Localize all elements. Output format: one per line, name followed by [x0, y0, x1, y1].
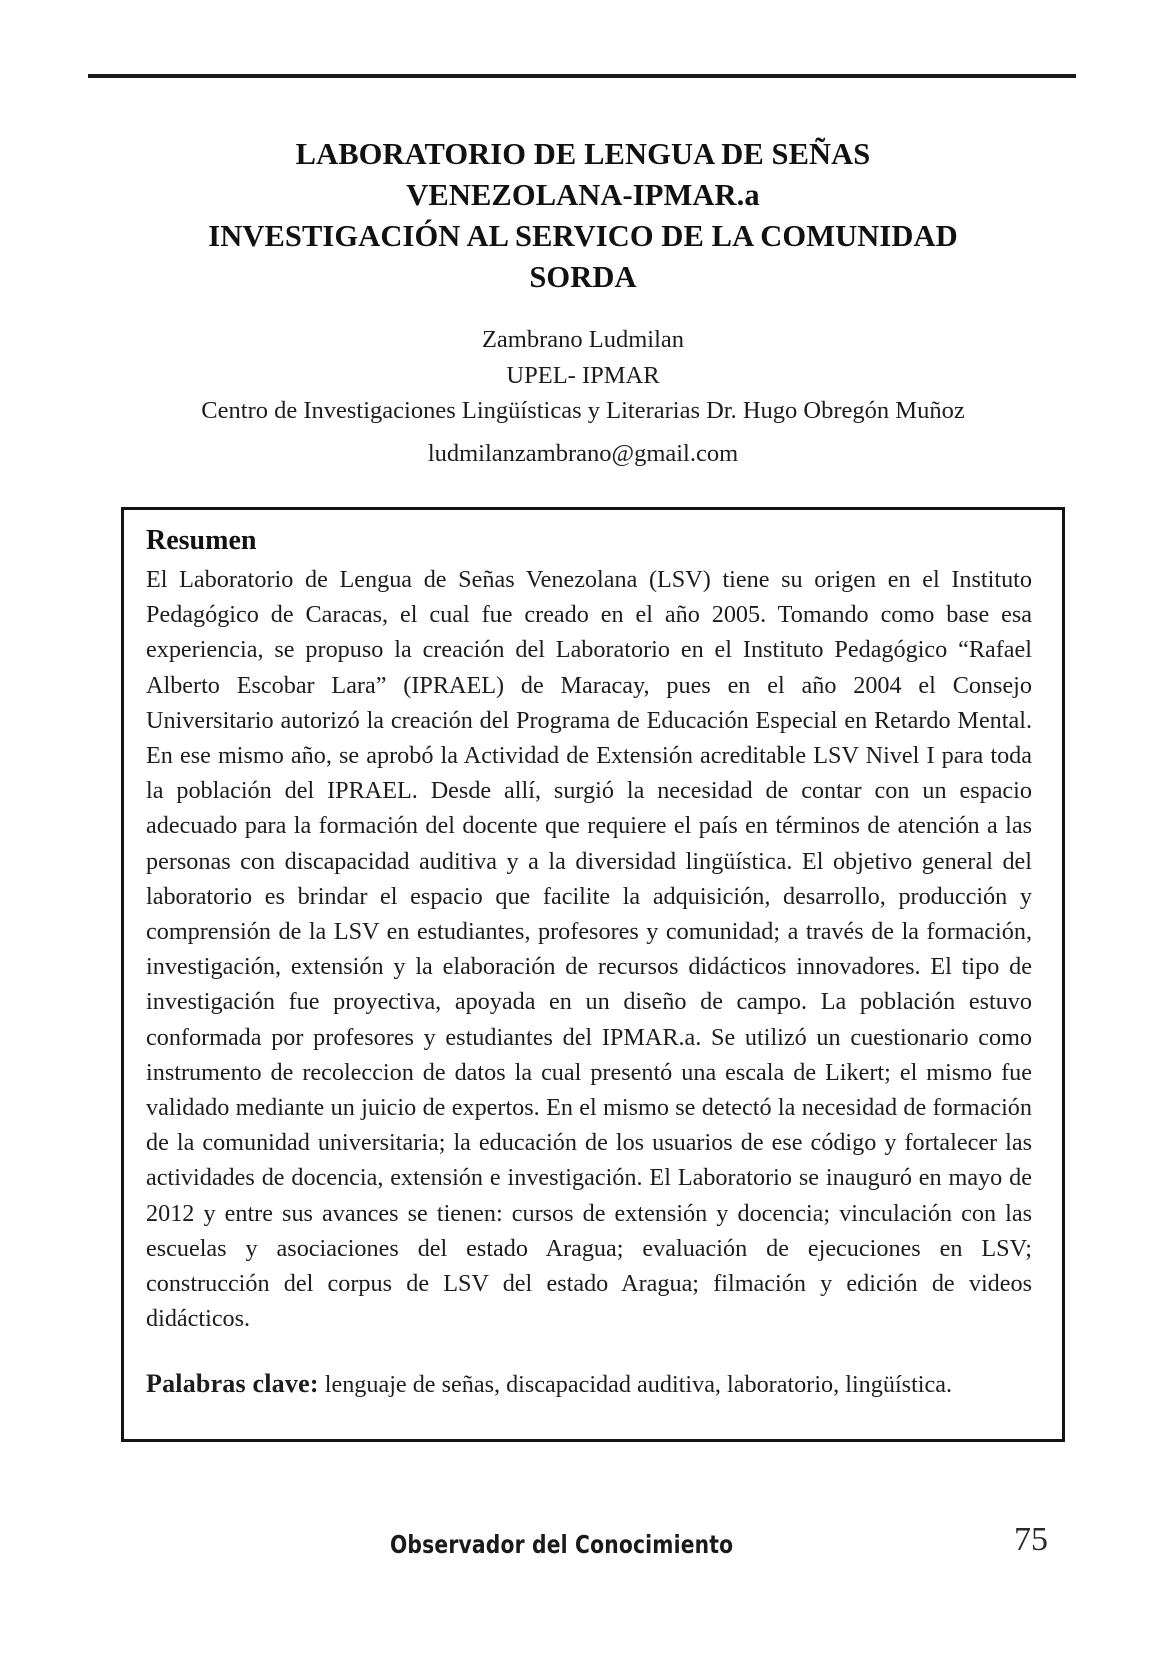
header-rule-icon: [88, 74, 1076, 78]
author-name: Zambrano Ludmilan: [481, 326, 685, 353]
title-line-2: VENEZOLANA-IPMAR.a: [406, 178, 760, 212]
page-footer: [118, 1521, 1048, 1574]
author-research-center: Centro de Investigaciones Lingüísticas y Literarias Dr. Hugo Obregón Muñoz: [201, 397, 965, 424]
title-line-1: LABORATORIO DE LENGUA DE SEÑAS: [295, 137, 871, 171]
keywords-label: Palabras clave:: [146, 1369, 319, 1399]
page-title: [118, 134, 1048, 298]
keywords-block: [146, 1366, 1032, 1402]
keywords-value: lenguaje de señas, discapacidad auditiva, laboratorio, lingüística.: [318, 1371, 953, 1399]
title-line-3: INVESTIGACIÓN AL SERVICO DE LA COMUNIDAD: [208, 219, 958, 253]
author-block: [118, 322, 1048, 471]
abstract-box: [121, 507, 1065, 1442]
author-institution: UPEL- IPMAR: [506, 361, 660, 389]
footer-page-number: 75: [1014, 1521, 1048, 1558]
abstract-body: El Laboratorio de Lengua de Señas Venezolana (LSV) tiene su origen en el Instituto Pedagógico de Caracas, el cual fue creado en el año 2005. Tomando como base esa experiencia, se propuso la creación del Laboratorio en el Instituto Pedagógico “Rafael Alberto Escobar Lara” (IPRAEL) de Maracay, pues en el año 2004 el Consejo Universitario autorizó la creación del Programa de Educación Especial en Retardo Mental. En ese mismo año, se aprobó la Actividad de Extensión acreditable LSV Nivel I para toda la población del IPRAEL. Desde allí, surgió la necesidad de contar con un espacio adecuado para la formación del docente que requiere el país en términos de atención a las personas con discapacidad auditiva y a la diversidad lingüística. El objetivo general del laboratorio es brindar el espacio que facilite la adquisición, desarrollo, producción y comprensión de la LSV en estudiantes, profesores y comunidad; a través de la formación, investigación, extensión y la elaboración de recursos didácticos innovadores. El tipo de investigación fue proyectiva, apoyada en un diseño de campo. La población estuvo conformada por profesores y estudiantes del IPMAR.a. Se utilizó un cuestionario como instrumento de recoleccion de datos la cual presentó una escala de Likert; el mismo fue validado mediante un juicio de expertos. En el mismo se detectó la necesidad de formación de la comunidad universitaria; la educación de los usuarios de ese código y fortalecer las actividades de docencia, extensión e investigación. El Laboratorio se inauguró en mayo de 2012 y entre sus avances se tienen: cursos de extensión y docencia; vinculación con las escuelas y asociaciones del estado Aragua; evaluación de ejecuciones en LSV; construcción del corpus de LSV del estado Aragua; filmación y edición de videos didácticos.: [146, 566, 1032, 1333]
abstract-heading: Resumen: [146, 525, 257, 556]
title-line-4: SORDA: [529, 260, 637, 294]
author-email[interactable]: ludmilanzambrano@gmail.com: [427, 439, 739, 467]
footer-journal-name: Observador del Conocimiento: [390, 1530, 734, 1559]
abstract-content: [146, 522, 1032, 1403]
